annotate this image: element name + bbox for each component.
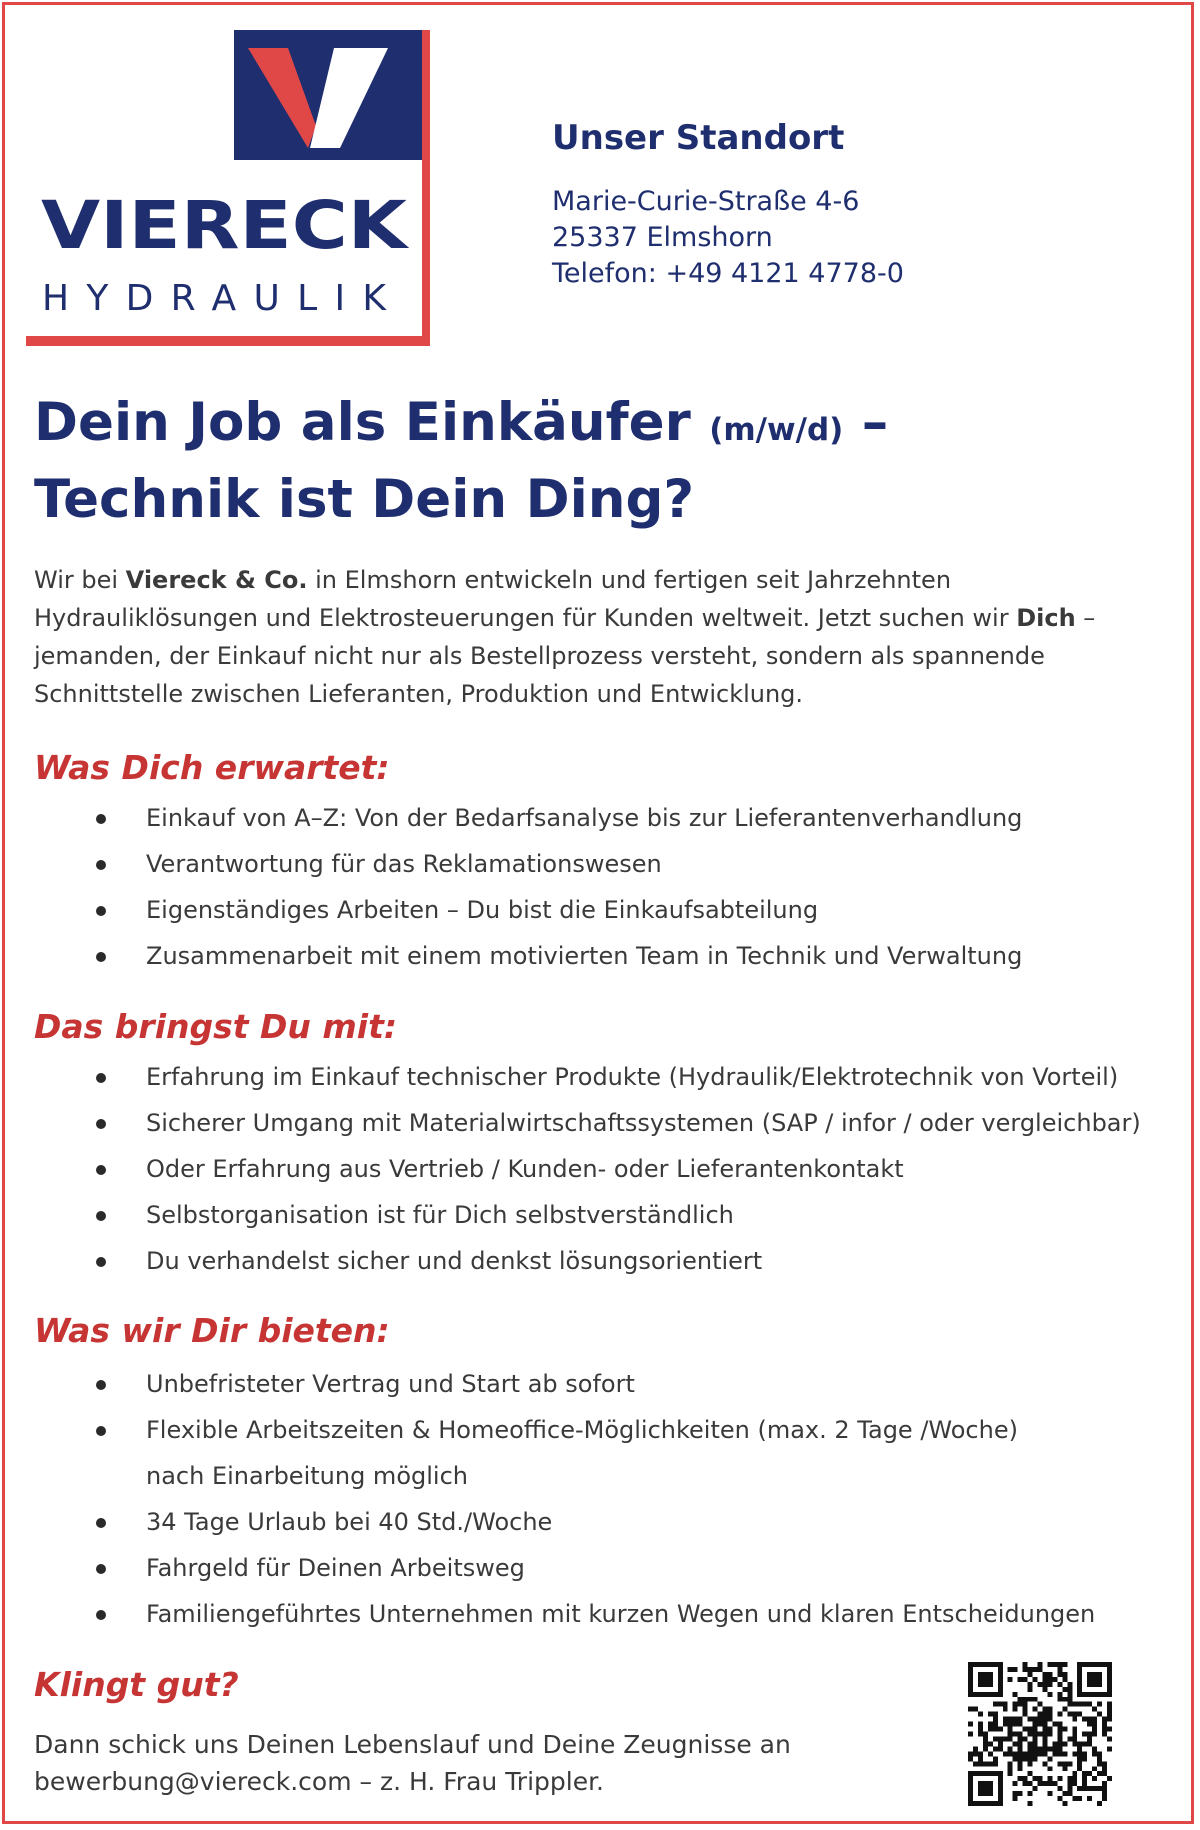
intro-paragraph [34, 561, 1164, 713]
closing-text [34, 1726, 791, 1800]
section-title-cta: Klingt gut? [34, 1665, 239, 1704]
intro-text-2: in Elmshorn entwickeln und fertigen seit Jahrzehnten Hydrauliklösungen und Elektrosteuerungen für Kunden weltweit. Jetzt suchen wir [34, 566, 1017, 632]
bullet-icon [96, 1073, 106, 1083]
list-bring [0, 1054, 1141, 1284]
job-headline [34, 388, 1154, 535]
closing-line-1: Dann schick uns Deinen Lebenslauf und Deine Zeugnisse an [34, 1730, 791, 1759]
section-title-offer: Was wir Dir bieten: [34, 1311, 390, 1350]
list-item-text: Zusammenarbeit mit einem motivierten Team in Technik und Verwaltung [146, 942, 1023, 970]
list-item [0, 1407, 1095, 1499]
list-item [0, 1361, 1095, 1407]
list-item [0, 841, 1022, 887]
list-item-text: Sicherer Umgang mit Materialwirtschaftssystemen (SAP / infor / oder vergleichbar) [146, 1109, 1141, 1137]
list-item-text: Selbstorganisation ist für Dich selbstverständlich [146, 1201, 734, 1229]
list-item-text: Fahrgeld für Deinen Arbeitsweg [146, 1554, 525, 1582]
list-item [0, 1499, 1095, 1545]
svg-text:HYDRAULIK: HYDRAULIK [42, 278, 398, 319]
bullet-icon [96, 1380, 106, 1390]
headline-subtitle: Technik ist Dein Ding? [34, 469, 695, 530]
svg-text:VIERECK: VIERECK [41, 187, 411, 264]
bullet-icon [96, 1119, 106, 1129]
list-item-continuation: nach Einarbeitung möglich [146, 1462, 468, 1490]
list-offer [0, 1361, 1095, 1637]
headline-job-title: Dein Job als Einkäufer [34, 392, 691, 453]
list-item-text: Unbefristeter Vertrag und Start ab sofort [146, 1370, 635, 1398]
bullet-icon [96, 860, 106, 870]
list-expect [0, 795, 1022, 979]
bullet-icon [96, 814, 106, 824]
headline-gender-note: (m/w/d) [709, 412, 844, 448]
intro-company: Viereck & Co. [125, 566, 308, 594]
bullet-icon [96, 1211, 106, 1221]
location-street: Marie-Curie-Straße 4-6 [552, 186, 860, 217]
list-item [0, 1192, 1141, 1238]
list-item-text: Flexible Arbeitszeiten & Homeoffice-Möglichkeiten (max. 2 Tage /Woche) [146, 1416, 1018, 1444]
list-item [0, 1100, 1141, 1146]
intro-text-3: – jemanden, der Einkauf nicht nur als Bestellprozess versteht, sondern als spannende Schnittstelle zwischen Lieferanten, Produktion und Entwicklung. [34, 604, 1096, 708]
list-item-text: Eigenständiges Arbeiten – Du bist die Einkaufsabteilung [146, 896, 819, 924]
bullet-icon [96, 1564, 106, 1574]
list-item [0, 1238, 1141, 1284]
bullet-icon [96, 1610, 106, 1620]
list-item [0, 1146, 1141, 1192]
location-city: 25337 Elmshorn [552, 222, 773, 253]
bullet-icon [96, 1257, 106, 1267]
list-item-text: Familiengeführtes Unternehmen mit kurzen Wegen und klaren Entscheidungen [146, 1600, 1096, 1628]
location-block [552, 118, 904, 292]
list-item-text: Erfahrung im Einkauf technischer Produkte (Hydraulik/Elektrotechnik von Vorteil) [146, 1063, 1119, 1091]
bullet-icon [96, 952, 106, 962]
bullet-icon [96, 1165, 106, 1175]
bullet-icon [96, 906, 106, 916]
list-item [0, 1054, 1141, 1100]
list-item [0, 1545, 1095, 1591]
intro-text-1: Wir bei [34, 566, 126, 594]
list-item-text: Einkauf von A–Z: Von der Bedarfsanalyse bis zur Lieferantenverhandlung [146, 804, 1023, 832]
section-title-bring: Das bringst Du mit: [34, 1007, 398, 1046]
viereck-logo [26, 30, 430, 346]
bullet-icon [96, 1426, 106, 1436]
list-item [0, 933, 1022, 979]
list-item [0, 1591, 1095, 1637]
location-title: Unser Standort [552, 118, 845, 158]
list-item [0, 795, 1022, 841]
qr-code-icon[interactable] [968, 1662, 1112, 1806]
section-title-expect: Was Dich erwartet: [34, 748, 390, 787]
location-phone: Telefon: +49 4121 4778-0 [552, 258, 904, 289]
list-item-text: 34 Tage Urlaub bei 40 Std./Woche [146, 1508, 553, 1536]
intro-dich: Dich [1016, 604, 1076, 632]
bullet-icon [96, 1518, 106, 1528]
list-item [0, 887, 1022, 933]
closing-line-2[interactable]: bewerbung@viereck.com – z. H. Frau Trippler. [34, 1767, 605, 1796]
list-item-text: Du verhandelst sicher und denkst lösungsorientiert [146, 1247, 763, 1275]
list-item-text: Oder Erfahrung aus Vertrieb / Kunden- oder Lieferantenkontakt [146, 1155, 904, 1183]
list-item-text: Verantwortung für das Reklamationswesen [146, 850, 662, 878]
headline-dash: – [861, 392, 889, 453]
